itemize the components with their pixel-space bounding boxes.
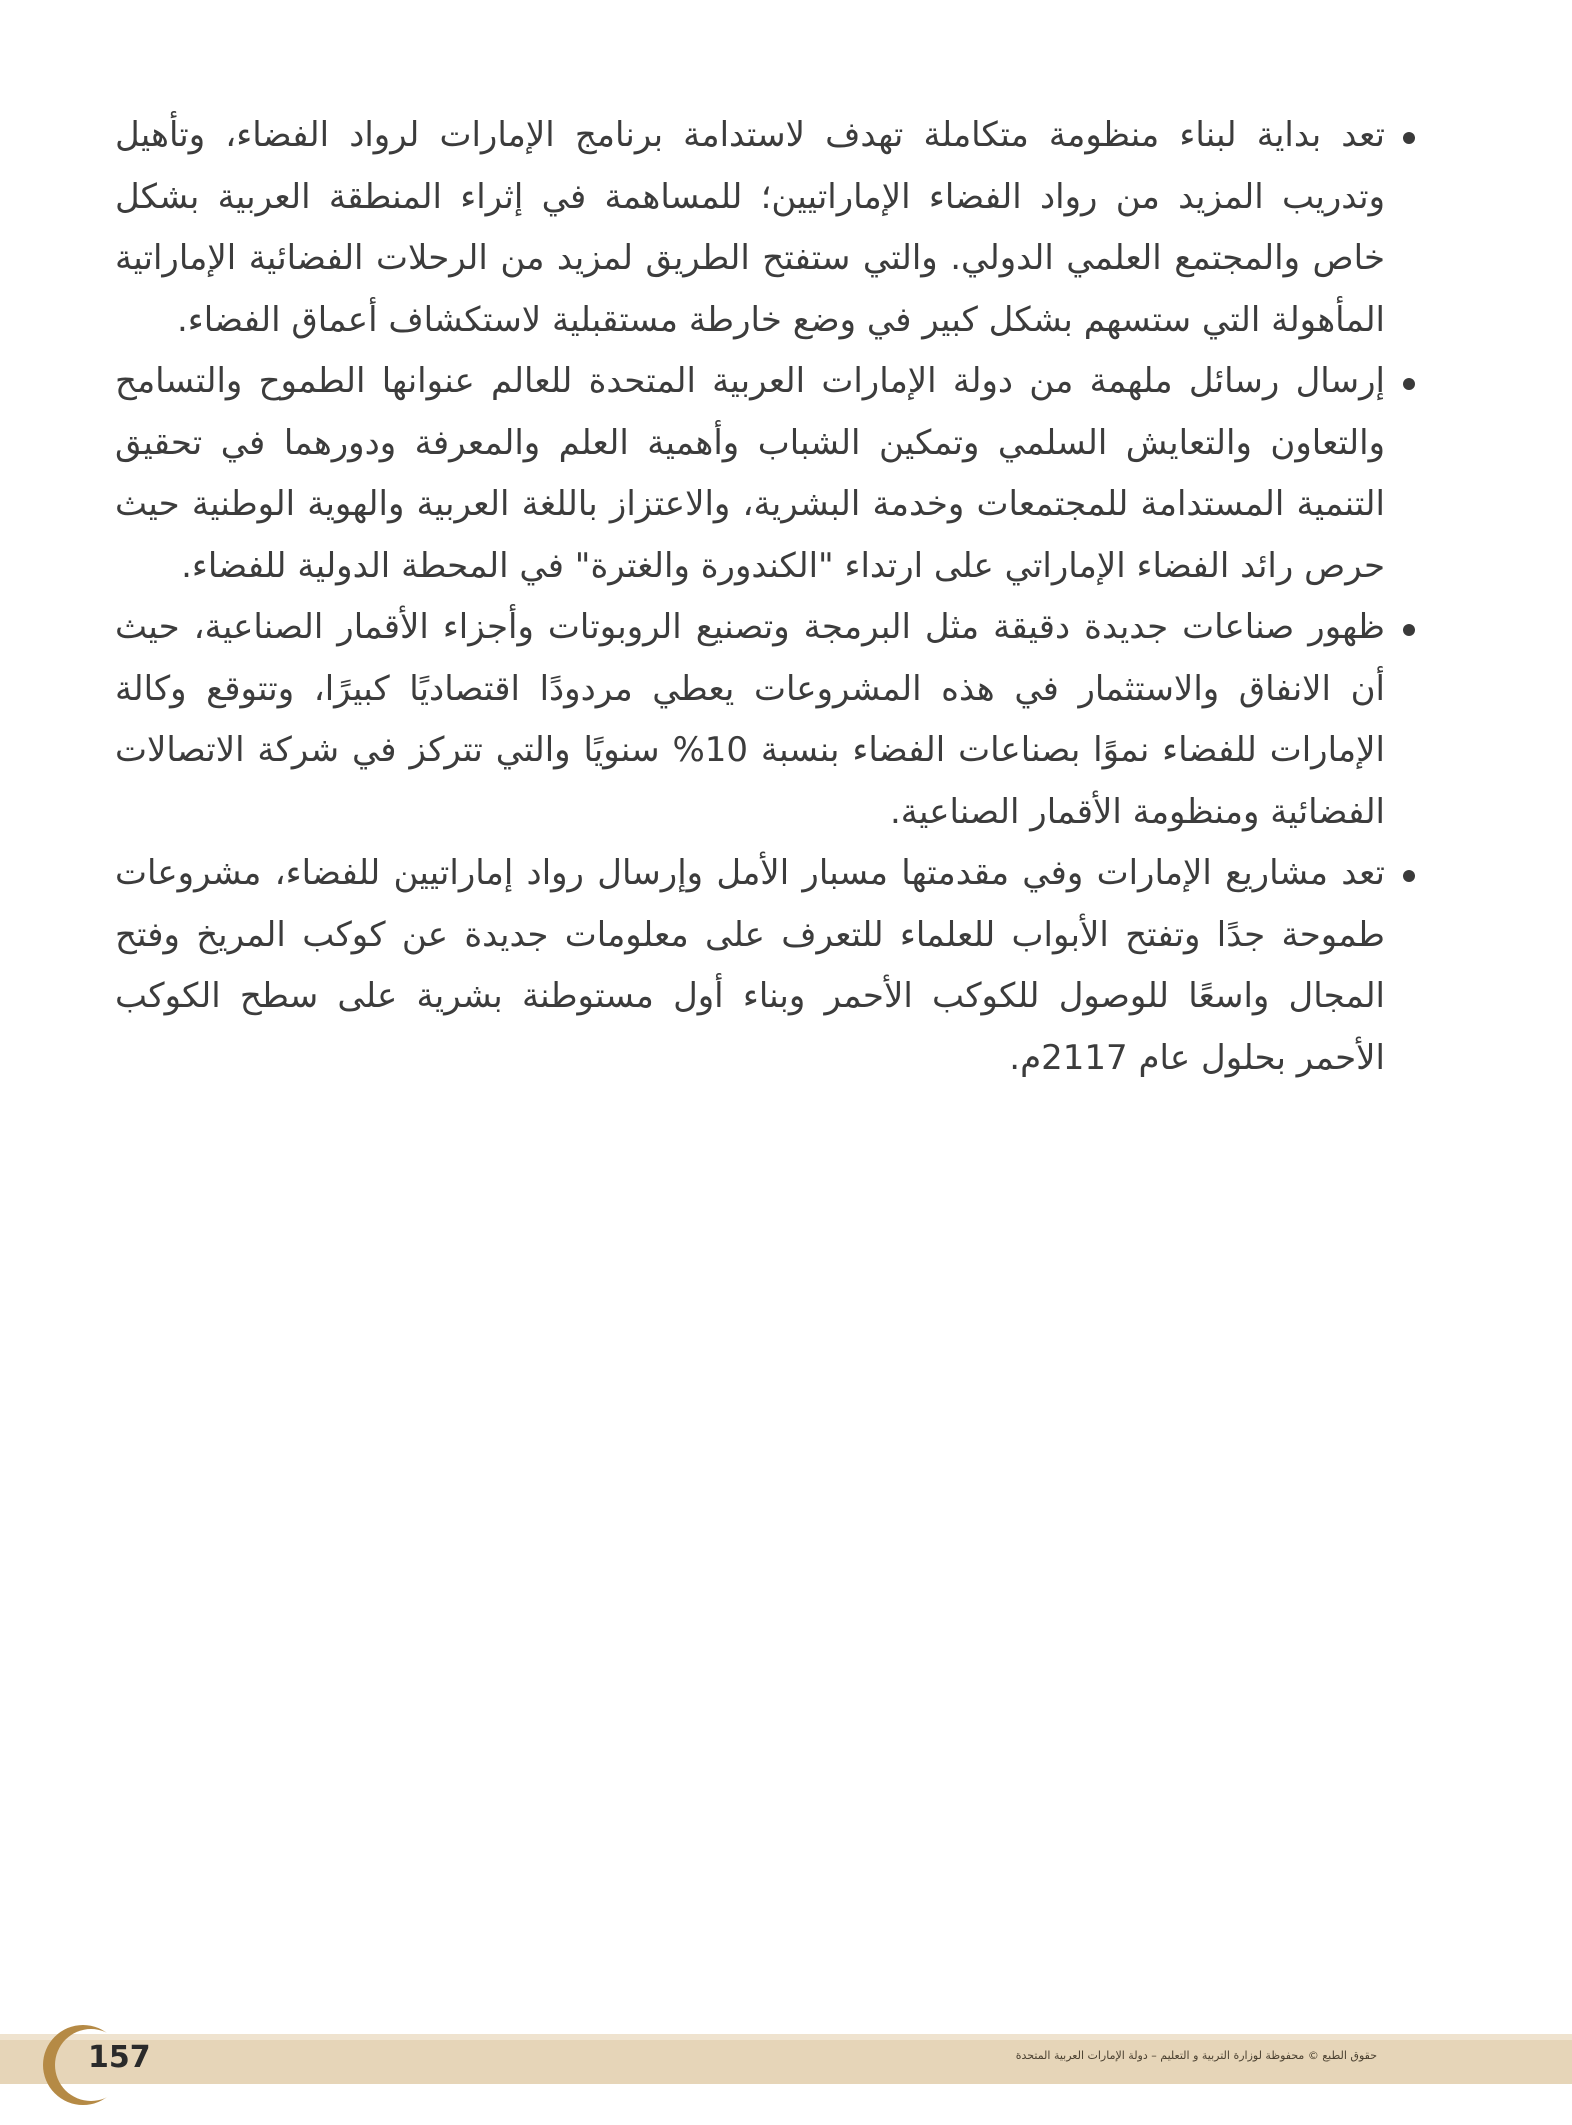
copyright-notice: حقوق الطبع © محفوظة لوزارة التربية و التعليم – دولة الإمارات العربية المتحدة [1015, 2049, 1377, 2062]
bullet-text-2: إرسال رسائل ملهمة من دولة الإمارات العربية المتحدة للعالم عنوانها الطموح والتسامح والتعاون والتعايش السلمي وتمكين الشباب وأهمية العلم والمعرفة ودورهما في تحقيق التنمية المستدامة للمجتمعات وخدمة البشرية، والاعتزاز باللغة العربية والهوية الوطنية حيث حرص رائد الفضاء الإماراتي على ارتداء "الكندورة والغترة" في المحطة الدولية للفضاء. [115, 361, 1385, 586]
bullet-text-1: تعد بداية لبناء منظومة متكاملة تهدف لاستدامة برنامج الإمارات لرواد الفضاء، وتأهيل وتدريب المزيد من رواد الفضاء الإماراتيين؛ للمساهمة في إثراء المنطقة العربية بشكل خاص والمجتمع العلمي الدولي. والتي ستفتح الطريق لمزيد من الرحلات الفضائية الإماراتية المأهولة التي ستسهم بشكل كبير في وضع خارطة مستقبلية لاستكشاف أعماق الفضاء. [115, 115, 1385, 340]
bullet-icon [1403, 624, 1415, 636]
page-number: 157 [88, 2040, 151, 2075]
bullet-text-3: ظهور صناعات جديدة دقيقة مثل البرمجة وتصنيع الروبوتات وأجزاء الأقمار الصناعية، حيث أن الانفاق والاستثمار في هذه المشروعات يعطي مردودًا اقتصاديًا كبيرًا، وتتوقع وكالة الإمارات للفضاء نموًا بصناعات الفضاء بنسبة 10% سنويًا والتي تتركز في شركة الاتصالات الفضائية ومنظومة الأقمار الصناعية. [115, 607, 1385, 832]
bullet-item-3 [115, 597, 1385, 843]
bullet-item-2 [115, 351, 1385, 597]
bullet-item-1 [115, 105, 1385, 351]
footer-band-highlight [0, 2034, 1572, 2040]
bullet-icon [1403, 870, 1415, 882]
bullet-list [115, 105, 1385, 1089]
main-content [115, 105, 1385, 1089]
bullet-item-4 [115, 843, 1385, 1089]
bullet-text-4: تعد مشاريع الإمارات وفي مقدمتها مسبار الأمل وإرسال رواد إماراتيين للفضاء، مشروعات طموحة جدًا وتفتح الأبواب للعلماء للتعرف على معلومات جديدة عن كوكب المريخ وفتح المجال واسعًا للوصول للكوكب الأحمر وبناء أول مستوطنة بشرية على سطح الكوكب الأحمر بحلول عام 2117م. [115, 853, 1385, 1078]
bullet-icon [1403, 132, 1415, 144]
bullet-icon [1403, 378, 1415, 390]
